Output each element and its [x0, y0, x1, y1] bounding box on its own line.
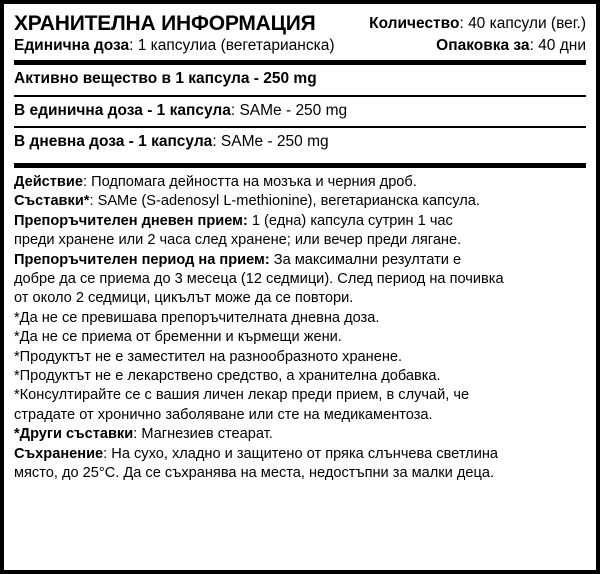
note-line: *Продуктът не е лекарствено средство, а хранителна добавка.: [14, 367, 441, 384]
per-serving-label: В единична доза - 1 капсула: [14, 101, 231, 119]
other-ingredients-text: : Магнезиев стеарат.: [133, 426, 273, 443]
consult-line-1: *Консултирайте се с вашия личен лекар преди прием, в случай, че: [14, 387, 470, 404]
per-serving-band: [14, 97, 586, 127]
quantity-label: Количество: [369, 15, 460, 32]
period-label: Препоръчителен период на прием:: [14, 251, 270, 268]
package-duration-value: : 40 дни: [529, 37, 586, 55]
storage-line-2: място, до 25°C. Да се съхранява на места, недостъпни за малки деца.: [14, 465, 495, 482]
period-line-3: от около 2 седмици, цикълът може да се повтори.: [14, 290, 354, 307]
active-ingredient-label: Активно вещество в 1 капсула - 250 mg: [14, 70, 317, 88]
consult-line-2: страдате от хронично заболяване или сте на медикаментоза.: [14, 406, 433, 423]
header-row: [14, 12, 586, 36]
per-day-band: [14, 128, 586, 158]
serving-size-label: Единична доза: [14, 37, 130, 55]
per-day-value: : SAMe - 250 mg: [212, 133, 329, 151]
ingredients-text: : SAMe (S-adenosyl L-methionine), вегетарианска капсула.: [89, 193, 480, 210]
dosage-text-1: 1 (една) капсула сутрин 1 час: [247, 212, 453, 229]
header-second-row: [14, 37, 586, 55]
package-duration-block: [436, 37, 586, 55]
serving-size-block: [14, 37, 335, 55]
ingredients-label: Съставки*: [14, 193, 90, 210]
active-ingredient-band: [14, 65, 586, 95]
quantity-block: [369, 12, 586, 35]
dosage-label: Препоръчителен дневен прием:: [14, 212, 248, 229]
dosage-line-2: преди хранене или 2 часа след хранене; или вечер преди лягане.: [14, 232, 462, 249]
quantity-value: : 40 капсули (вег.): [459, 15, 586, 32]
page-title: ХРАНИТЕЛНА ИНФОРМАЦИЯ: [14, 12, 316, 35]
details-section: [14, 168, 586, 484]
action-line: [14, 173, 586, 192]
dosage-line-1: [14, 212, 586, 231]
ingredients-line: [14, 192, 586, 211]
period-line-2: добре да се приема до 3 месеца (12 седмици). След период на почивка: [14, 270, 504, 287]
storage-label: Съхранение: [14, 445, 104, 462]
storage-line-1: [14, 445, 586, 464]
serving-size-value: : 1 капсулиа (вегетарианска): [129, 37, 335, 55]
package-duration-label: Опаковка за: [436, 37, 530, 55]
note-line: *Продуктът не е заместител на разнообразното хранене.: [14, 348, 403, 365]
note-line: *Да не се превишава препоръчителната дневна доза.: [14, 309, 380, 326]
period-line-1: [14, 251, 586, 270]
note-line: *Да не се приема от бременни и кърмещи жени.: [14, 329, 342, 346]
per-serving-value: : SAMe - 250 mg: [230, 101, 348, 119]
period-text-1: За максимални резултати е: [269, 251, 462, 268]
action-text: : Подпомага дейността на мозъка и черния дроб.: [83, 173, 417, 190]
action-label: Действие: [14, 173, 83, 190]
label-inner: [4, 4, 596, 483]
storage-text-1: : На сухо, хладно и защитено от пряка слънчева светлина: [103, 445, 499, 462]
per-day-label: В дневна доза - 1 капсула: [14, 133, 213, 151]
other-ingredients-line: [14, 425, 586, 444]
other-ingredients-label: *Други съставки: [14, 426, 134, 443]
